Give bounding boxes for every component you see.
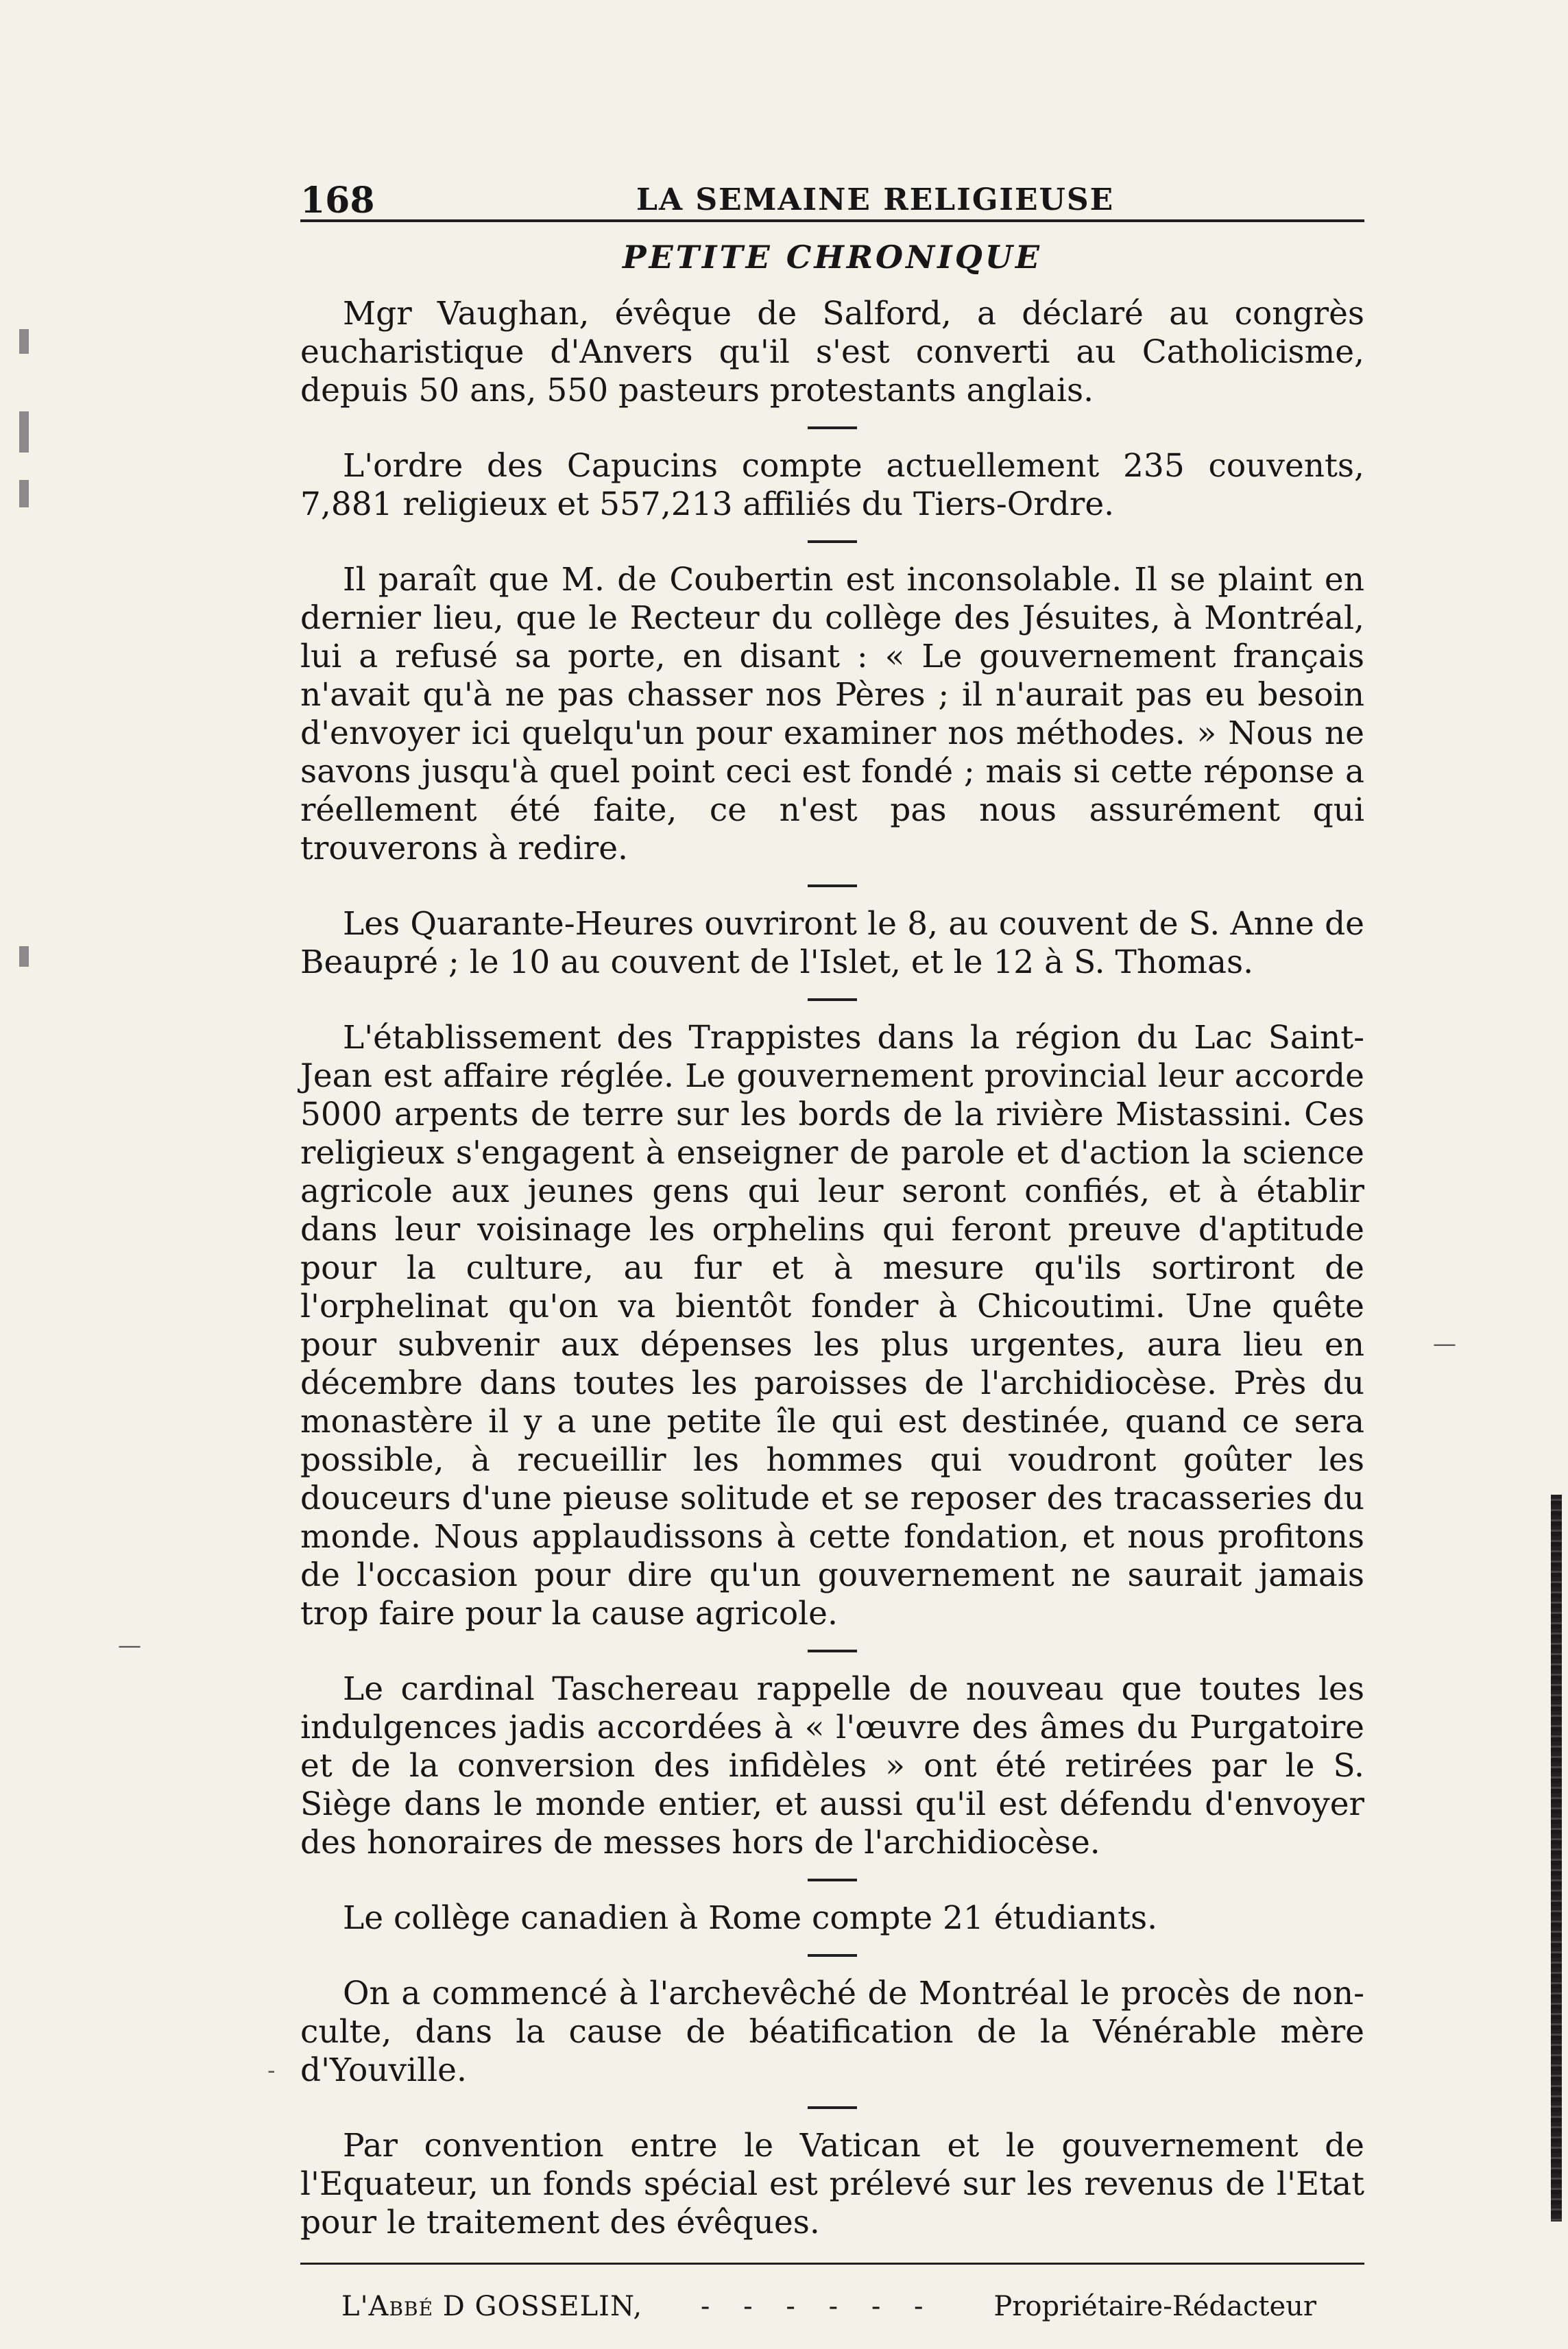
separator-dash [808,1650,857,1652]
news-paragraph: L'ordre des Capucins compte actuellement 235 couvents, 7,881 religieux et 557,213 affiliés du Tiers-Ordre. [300,447,1364,523]
news-paragraph: Par convention entre le Vatican et le gouvernement de l'Equateur, un fonds spécial est prélevé sur les revenus de l'Etat pour le traitement des évêques. [300,2127,1364,2241]
margin-dash-mark: — [118,1632,141,1659]
news-paragraph: Les Quarante-Heures ouvriront le 8, au couvent de S. Anne de Beaupré ; le 10 au couvent de l'Islet, et le 12 à S. Thomas. [300,905,1364,981]
separator-dash [808,2106,857,2109]
news-paragraph: Mgr Vaughan, évêque de Salford, a déclaré au congrès eucharistique d'Anvers qu'il s'est converti au Catholicisme, depuis 50 ans, 550 pasteurs protestants anglais. [300,295,1364,409]
running-title: LA SEMAINE RELIGIEUSE [636,182,1115,217]
footer-signature: L'Abbé D GOSSELIN, [341,2291,643,2322]
text-column [300,137,1364,2322]
left-margin-scan-mark [19,480,29,507]
news-paragraph: Le cardinal Taschereau rappelle de nouveau que toutes les indulgences jadis accordées à « l'œuvre des âmes du Purgatoire et de la conversion des infidèles » ont été retirées par le S. Siège dans le monde entier, et aussi qu'il est défendu d'envoyer des honoraires de messes hors de l'archidiocèse. [300,1670,1364,1862]
separator-dash [808,540,857,543]
header-rule [300,219,1364,222]
separator-dash [808,1954,857,1957]
left-margin-scan-mark [19,329,29,354]
news-paragraph: L'établissement des Trappistes dans la région du Lac Saint-Jean est affaire réglée. Le gouvernement provincial leur accorde 5000 arpents de terre sur les bords de la rivière Mistassini. Ces religieux s'engagent à enseigner de parole et d'action la science agricole aux jeunes gens qui leur seront confiés, et à établir dans leur voisinage les orphelins qui feront preuve d'aptitude pour la culture, au fur et à mesure qu'ils sortiront de l'orphelinat qu'on va bientôt fonder à Chicoutimi. Une quête pour subvenir aux dépenses les plus urgentes, aura lieu en décembre dans toutes les paroisses de l'archidiocèse. Près du monastère il y a une petite île qui est destinée, quand ce sera possible, à recueillir les hommes qui voudront goûter les douceurs d'une pieuse solitude et se reposer des tracasseries du monde. Nous applaudissons à cette fondation, et nous profitons de l'occasion pour dire qu'un gouvernement ne saurait jamais trop faire pour la cause agricole. [300,1019,1364,1633]
separator-dash [808,1879,857,1881]
news-paragraph: Le collège canadien à Rome compte 21 étudiants. [343,1899,1158,1937]
left-margin-scan-mark [19,946,29,967]
margin-dash-mark: — [1433,1330,1456,1358]
margin-dash-mark: - [267,2057,276,2084]
left-margin-scan-mark [19,411,29,453]
page-header [300,137,1364,219]
section-title: PETITE CHRONIQUE [623,239,1042,276]
footer-rule [300,2263,1364,2265]
news-paragraph: On a commencé à l'archevêché de Montréal le procès de non-culte, dans la cause de béatification de la Vénérable mère d'Youville. [300,1975,1364,2089]
separator-dash [808,998,857,1001]
separator-dash [808,426,857,429]
page-footer [300,2291,1364,2322]
news-paragraph: Il paraît que M. de Coubertin est inconsolable. Il se plaint en dernier lieu, que le Recteur du collège des Jésuites, à Montréal, lui a refusé sa porte, en disant : « Le gouvernement français n'avait qu'à ne pas chasser nos Pères ; il n'aurait pas eu besoin d'envoyer ici quelqu'un pour examiner nos méthodes. » Nous ne savons jusqu'à quel point ceci est fondé ; mais si cette réponse a réellement été faite, ce n'est pas nous assurément qui trouverons à redire. [300,561,1364,867]
separator-dash [808,884,857,887]
footer-role: Propriétaire-Rédacteur [993,2291,1316,2322]
footer-leader-dots: - - - - - - [700,2291,936,2322]
right-edge-scan-bar [1551,1495,1562,2221]
page-number: 168 [300,180,375,221]
